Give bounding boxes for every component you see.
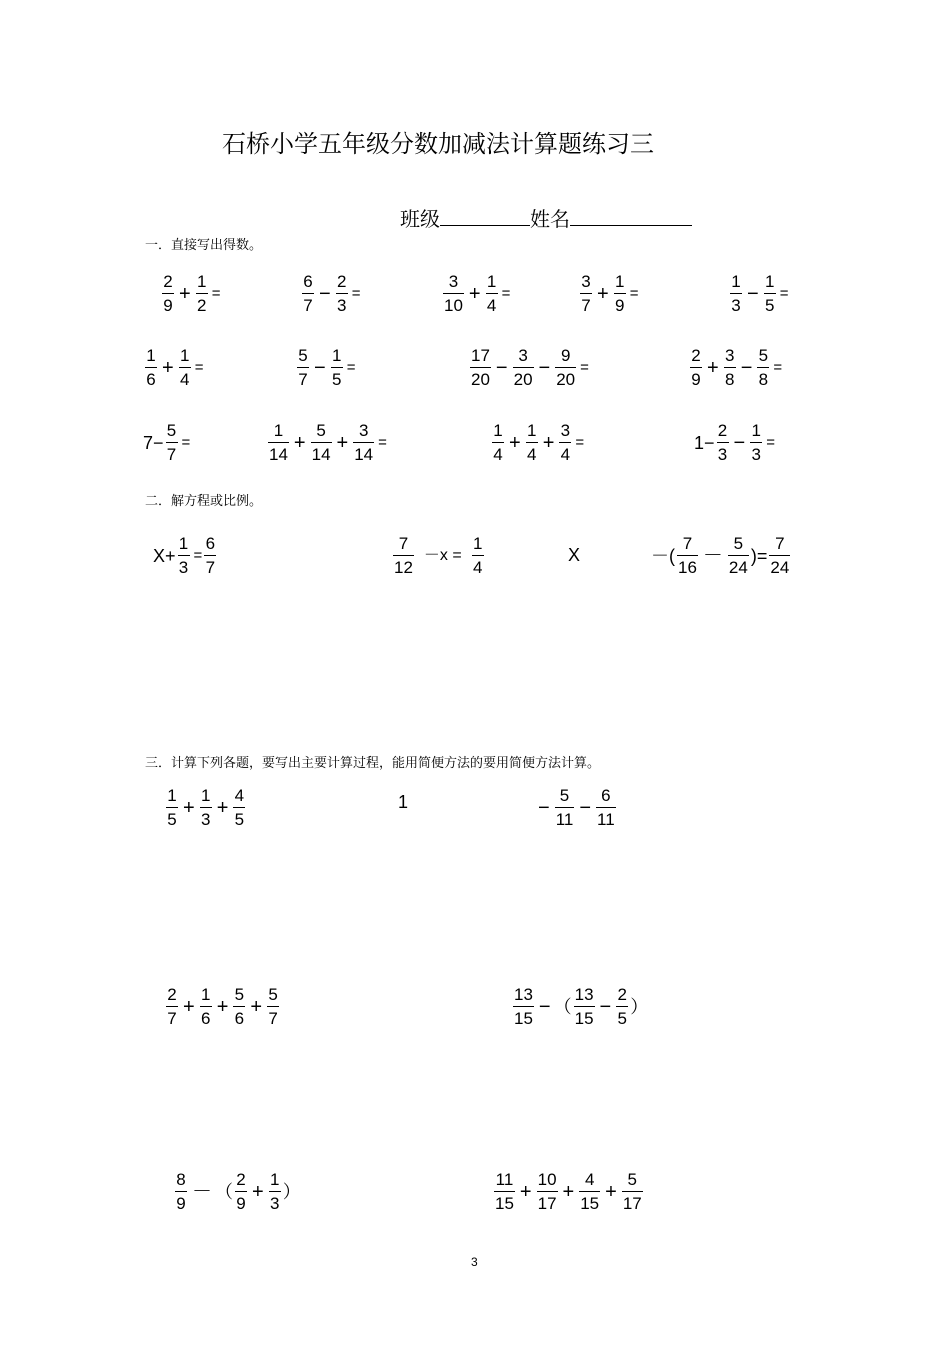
p1-problem-5: [728, 273, 788, 314]
numerator: 3: [581, 272, 591, 291]
p1-problem-8: [468, 347, 589, 388]
numerator: 1: [486, 272, 497, 291]
fraction: [200, 787, 212, 828]
operator: +: [216, 995, 229, 1018]
equals-sign: =: [773, 359, 783, 376]
fraction: [579, 1171, 600, 1212]
numerator: 1: [751, 421, 761, 440]
numerator: 7: [398, 534, 409, 553]
operator: －: [192, 1180, 212, 1203]
numerator: 4: [584, 1170, 595, 1189]
numerator: 10: [537, 1170, 557, 1189]
denominator: 8: [724, 370, 735, 389]
p1-problem-13: [694, 422, 775, 463]
operator: +: [597, 282, 609, 305]
equals-sign: =: [351, 285, 361, 302]
numerator: 2: [167, 985, 177, 1004]
numerator: 5: [316, 421, 326, 440]
numerator: 7: [682, 534, 693, 553]
close-paren: )=: [750, 545, 768, 566]
leading-term: －(: [651, 545, 675, 566]
numerator: 1: [178, 534, 189, 553]
operator: −: [319, 282, 331, 305]
fraction: [513, 986, 534, 1027]
operator: −: [538, 995, 551, 1018]
p1-problem-11: [266, 422, 387, 463]
equals-sign: =: [211, 285, 221, 302]
numerator: 1: [731, 272, 741, 291]
denominator: 9: [614, 296, 625, 315]
fraction: [235, 1171, 247, 1212]
equals-sign: =: [779, 285, 789, 302]
operator: +: [509, 431, 521, 454]
denominator: 9: [176, 1194, 186, 1213]
p2-equation-2: [391, 535, 486, 576]
section-2-heading: 二．解方程或比例。: [145, 494, 263, 509]
numerator: 2: [336, 272, 347, 291]
p3-question-1: [164, 787, 247, 828]
numerator: 2: [691, 346, 701, 365]
numerator: 5: [559, 786, 570, 805]
denominator: 24: [770, 558, 790, 577]
denominator: 3: [751, 445, 761, 464]
denominator: 6: [200, 1009, 211, 1028]
fraction: [750, 422, 762, 463]
fraction: [204, 535, 216, 576]
fraction: [200, 986, 212, 1027]
operator: +: [183, 995, 195, 1018]
denominator: 7: [581, 296, 591, 315]
equals-sign: =: [193, 547, 203, 564]
fraction: [537, 1171, 558, 1212]
numerator: 3: [724, 346, 735, 365]
leading-term: X+: [153, 545, 176, 566]
fraction: [764, 273, 776, 314]
numerator: 1: [200, 786, 211, 805]
p3-question-2: [398, 793, 408, 811]
operator: −: [733, 431, 746, 454]
equals-sign: =: [346, 359, 356, 376]
operator: −: [314, 356, 326, 379]
fraction: [472, 535, 484, 576]
fraction: [269, 1171, 281, 1212]
denominator: 10: [444, 296, 463, 315]
denominator: 16: [678, 558, 697, 577]
denominator: 5: [331, 370, 342, 389]
denominator: 5: [234, 810, 245, 829]
fraction: [492, 422, 504, 463]
denominator: 3: [178, 558, 189, 577]
p3-question-4: [164, 986, 281, 1027]
equals-sign: =: [501, 285, 511, 302]
denominator: 15: [574, 1009, 594, 1028]
variable-x: X: [568, 545, 581, 565]
fraction: [526, 422, 538, 463]
section-3-heading: 三．计算下列各题，要写出主要计算过程，能用简便方法的要用简便方法计算。: [145, 756, 601, 771]
denominator: 20: [471, 370, 490, 389]
numerator: 2: [236, 1170, 246, 1189]
p1-problem-10: [143, 422, 190, 463]
denominator: 7: [298, 370, 308, 389]
denominator: 14: [354, 445, 374, 464]
operator: +: [216, 796, 229, 819]
operator: +: [519, 1180, 532, 1203]
denominator: 4: [526, 445, 537, 464]
denominator: 17: [622, 1194, 642, 1213]
numerator: 6: [303, 272, 313, 291]
p2-equation-3: [568, 546, 580, 564]
numerator: 1: [764, 272, 775, 291]
numerator: 1: [493, 421, 503, 440]
p1-problem-9: [688, 347, 782, 388]
denominator: 4: [179, 370, 190, 389]
denominator: 24: [728, 558, 748, 577]
denominator: 3: [200, 810, 211, 829]
middle-term: －x =: [423, 546, 462, 564]
denominator: 5: [764, 296, 775, 315]
operator: +: [183, 796, 195, 819]
fraction: [728, 535, 749, 576]
numerator: 17: [471, 346, 490, 365]
denominator: 5: [617, 1009, 627, 1028]
class-name-line: [400, 203, 692, 232]
fraction: [196, 273, 208, 314]
numerator: 5: [758, 346, 769, 365]
denominator: 15: [514, 1009, 533, 1028]
fraction: [233, 787, 245, 828]
operator: +: [542, 431, 555, 454]
denominator: 20: [556, 370, 576, 389]
numerator: 11: [495, 1170, 514, 1189]
numerator: 3: [448, 272, 459, 291]
open-paren: （: [553, 996, 572, 1017]
denominator: 7: [268, 1009, 278, 1028]
fraction: [555, 787, 575, 828]
operator: +: [707, 356, 719, 379]
denominator: 9: [236, 1194, 246, 1213]
page-number: 3: [471, 1255, 478, 1269]
denominator: 3: [731, 296, 741, 315]
operator: −: [495, 356, 508, 379]
p1-problem-1: [160, 273, 220, 314]
denominator: 17: [537, 1194, 557, 1213]
denominator: 5: [167, 810, 177, 829]
numerator: 5: [268, 985, 278, 1004]
fraction: [175, 1171, 187, 1212]
denominator: 6: [234, 1009, 245, 1028]
equals-sign: =: [766, 434, 775, 451]
leading-term: 1−: [694, 432, 715, 453]
numerator: 2: [163, 272, 173, 291]
numerator: 1: [526, 421, 537, 440]
operator: −: [538, 796, 550, 819]
denominator: 11: [597, 810, 615, 829]
denominator: 14: [311, 445, 331, 464]
number-one: 1: [398, 792, 409, 812]
fraction: [494, 1171, 515, 1212]
fraction: [178, 535, 190, 576]
fraction: [311, 422, 332, 463]
numerator: 1: [472, 534, 483, 553]
fraction: [166, 986, 178, 1027]
p1-problem-4: [578, 273, 638, 314]
numerator: 8: [176, 1170, 186, 1189]
fraction: [555, 347, 576, 388]
denominator: 3: [336, 296, 347, 315]
fraction: [580, 273, 592, 314]
leading-term: 7−: [143, 432, 164, 453]
fraction: [179, 347, 191, 388]
operator: −: [599, 995, 612, 1018]
class-blank[interactable]: [440, 205, 530, 226]
operator: −: [740, 356, 753, 379]
operator: −: [747, 282, 759, 305]
fraction: [730, 273, 742, 314]
numerator: 6: [205, 534, 216, 553]
denominator: 12: [394, 558, 413, 577]
denominator: 14: [269, 445, 288, 464]
fraction: [145, 347, 157, 388]
numerator: 3: [358, 421, 369, 440]
fraction: [574, 986, 595, 1027]
equals-sign: =: [181, 434, 191, 451]
equals-sign: =: [575, 434, 585, 451]
fraction: [622, 1171, 643, 1212]
numerator: 2: [617, 985, 627, 1004]
operator: +: [162, 356, 174, 379]
denominator: 7: [303, 296, 313, 315]
denominator: 7: [166, 445, 177, 464]
denominator: 15: [580, 1194, 600, 1213]
fraction: [267, 986, 279, 1027]
numerator: 13: [514, 985, 533, 1004]
class-label: 班级: [400, 207, 440, 231]
denominator: 8: [758, 370, 769, 389]
operator: −: [538, 356, 551, 379]
fraction: [162, 273, 174, 314]
numerator: 1: [196, 272, 207, 291]
numerator: 3: [560, 421, 571, 440]
fraction: [559, 422, 571, 463]
denominator: 4: [472, 558, 483, 577]
fraction: [297, 347, 309, 388]
operator: +: [250, 995, 263, 1018]
equals-sign: =: [629, 285, 639, 302]
numerator: 4: [234, 786, 245, 805]
operator: −: [579, 796, 592, 819]
operator: +: [293, 431, 306, 454]
fraction: [302, 273, 314, 314]
fraction: [769, 535, 790, 576]
fraction: [166, 787, 178, 828]
numerator: 5: [234, 985, 245, 1004]
operator: +: [468, 282, 481, 305]
numerator: 5: [733, 534, 744, 553]
numerator: 7: [775, 534, 785, 553]
p1-problem-6: [143, 347, 203, 388]
numerator: 1: [614, 272, 625, 291]
fraction: [336, 273, 348, 314]
fraction: [393, 535, 414, 576]
fraction: [513, 347, 534, 388]
fraction: [717, 422, 729, 463]
operator: +: [179, 282, 191, 305]
p2-equation-1: [153, 535, 218, 576]
operator: －: [702, 544, 723, 567]
denominator: 7: [167, 1009, 177, 1028]
operator: +: [252, 1180, 264, 1203]
denominator: 11: [555, 810, 574, 829]
p1-problem-2: [300, 273, 360, 314]
fraction: [677, 535, 698, 576]
denominator: 9: [163, 296, 173, 315]
denominator: 4: [493, 445, 503, 464]
fraction: [724, 347, 736, 388]
name-label: 姓名: [530, 207, 570, 231]
numerator: 5: [166, 421, 177, 440]
p3-question-7: [492, 1171, 645, 1212]
denominator: 3: [717, 445, 728, 464]
fraction: [353, 422, 374, 463]
numerator: 1: [269, 1170, 280, 1189]
numerator: 1: [273, 421, 284, 440]
name-blank[interactable]: [570, 205, 692, 226]
p1-problem-7: [295, 347, 355, 388]
equals-sign: =: [378, 434, 387, 451]
open-paren: （: [215, 1181, 233, 1202]
fraction: [470, 347, 491, 388]
fraction: [331, 347, 343, 388]
numerator: 6: [601, 786, 611, 805]
fraction: [233, 986, 245, 1027]
section-1-heading: 一．直接写出得数。: [145, 238, 263, 253]
numerator: 3: [518, 346, 528, 365]
p2-equation-4: [651, 535, 792, 576]
denominator: 15: [495, 1194, 514, 1213]
fraction: [443, 273, 464, 314]
p1-problem-12: [490, 422, 584, 463]
numerator: 9: [560, 346, 571, 365]
denominator: 3: [269, 1194, 280, 1213]
operator: +: [605, 1180, 617, 1203]
denominator: 4: [486, 296, 497, 315]
denominator: 4: [560, 445, 571, 464]
fraction: [596, 787, 616, 828]
p3-question-6: [173, 1171, 301, 1212]
operator: +: [336, 431, 349, 454]
numerator: 13: [574, 985, 594, 1004]
fraction: [757, 347, 769, 388]
page-title: 石桥小学五年级分数加减法计算题练习三: [222, 130, 654, 158]
denominator: 2: [196, 296, 207, 315]
p3-question-5: [511, 986, 648, 1027]
numerator: 5: [627, 1170, 638, 1189]
fraction: [614, 273, 626, 314]
denominator: 7: [205, 558, 216, 577]
p3-question-3: [535, 787, 618, 828]
fraction: [268, 422, 289, 463]
fraction: [486, 273, 498, 314]
fraction: [690, 347, 702, 388]
p1-problem-3: [441, 273, 510, 314]
numerator: 1: [167, 786, 177, 805]
numerator: 5: [298, 346, 308, 365]
fraction: [616, 986, 628, 1027]
fraction: [166, 422, 178, 463]
denominator: 20: [513, 370, 533, 389]
numerator: 1: [146, 346, 156, 365]
numerator: 1: [331, 346, 342, 365]
numerator: 1: [179, 346, 190, 365]
equals-sign: =: [580, 359, 589, 376]
close-paren: ）: [630, 996, 649, 1017]
close-paren: ）: [282, 1181, 301, 1202]
numerator: 2: [717, 421, 728, 440]
denominator: 6: [146, 370, 156, 389]
equals-sign: =: [194, 359, 204, 376]
operator: +: [562, 1180, 575, 1203]
numerator: 1: [200, 985, 211, 1004]
denominator: 9: [691, 370, 701, 389]
